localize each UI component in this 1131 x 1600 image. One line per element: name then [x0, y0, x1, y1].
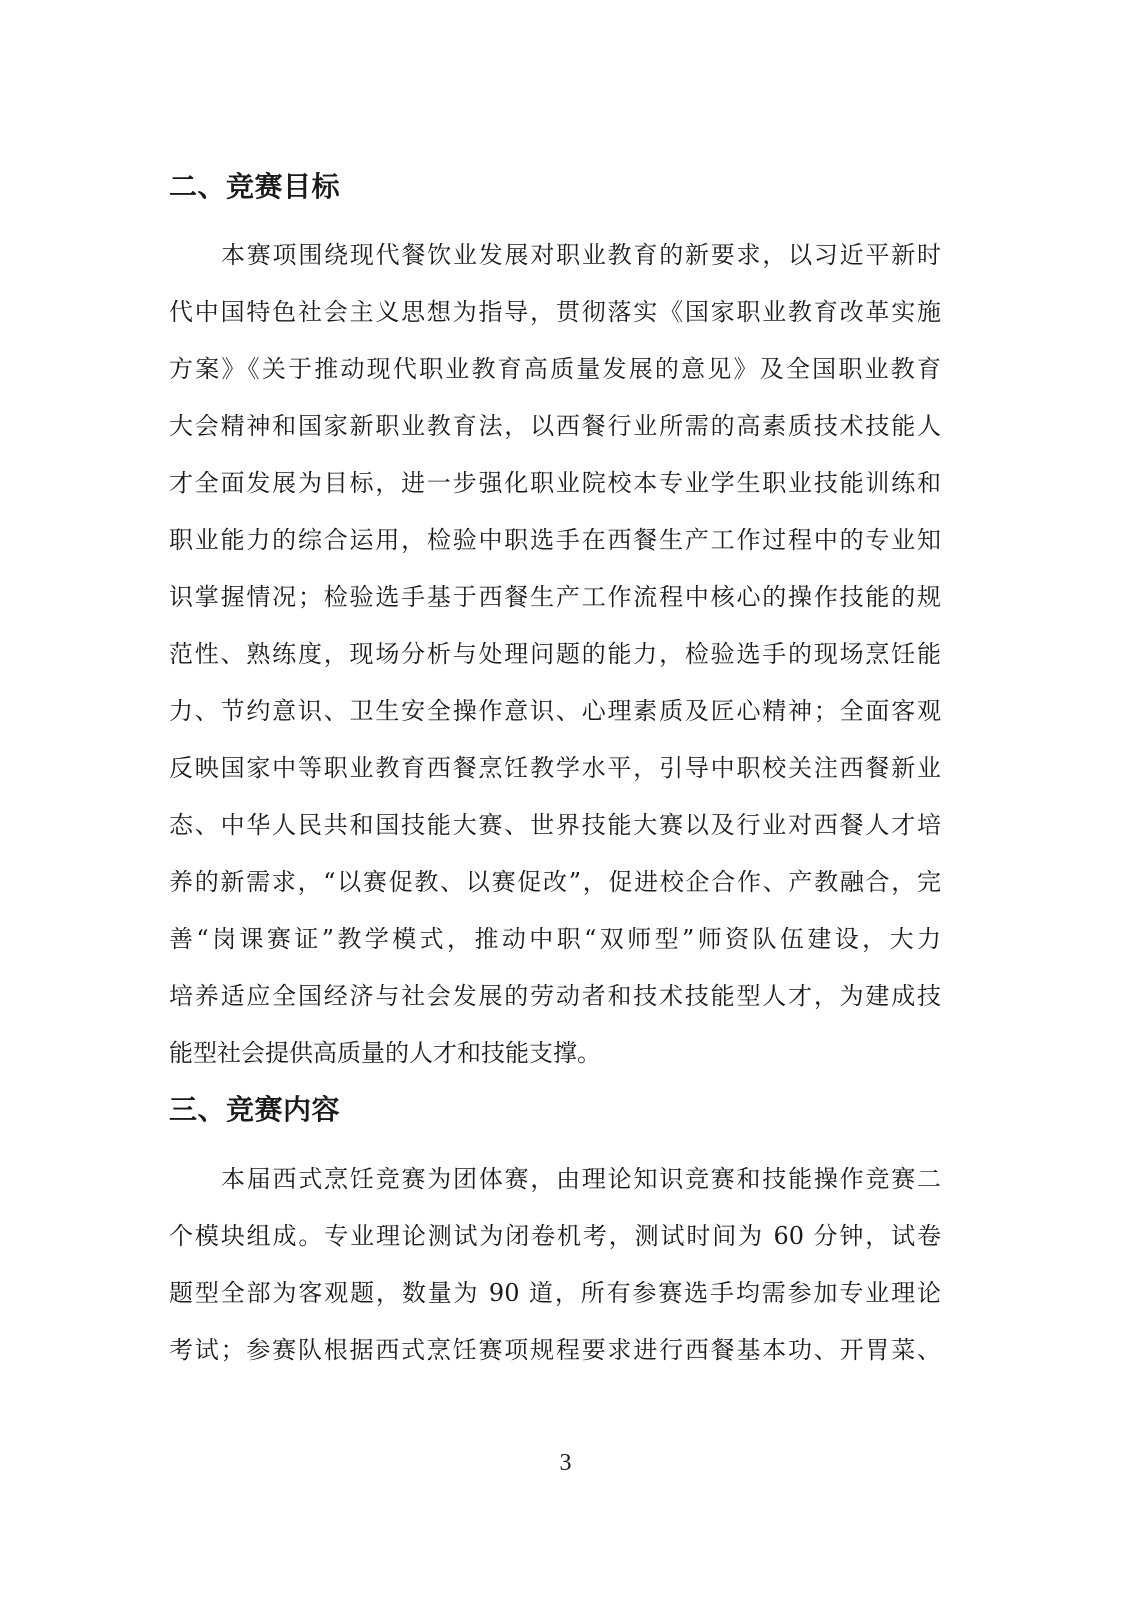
section-heading-content: 三、竞赛内容 [169, 1093, 341, 1126]
paragraph-line: 养的新需求，“以赛促教、以赛促改”，促进校企合作、产教融合，完 [169, 868, 941, 896]
paragraph-line: 能型社会提供高质量的人才和技能支撑。 [169, 1039, 601, 1067]
paragraph-line: 识掌握情况；检验选手基于西餐生产工作流程中核心的操作技能的规 [169, 583, 941, 611]
paragraph-line: 方案》《关于推动现代职业教育高质量发展的意见》及全国职业教育 [169, 355, 941, 383]
paragraph-line: 大会精神和国家新职业教育法，以西餐行业所需的高素质技术技能人 [169, 412, 941, 440]
section-heading-goals: 二、竞赛目标 [169, 170, 341, 203]
paragraph-line: 本届西式烹饪竞赛为团体赛，由理论知识竞赛和技能操作竞赛二 [221, 1165, 941, 1193]
paragraph-line: 代中国特色社会主义思想为指导，贯彻落实《国家职业教育改革实施 [169, 298, 941, 326]
paragraph-line: 职业能力的综合运用，检验中职选手在西餐生产工作过程中的专业知 [169, 526, 941, 554]
paragraph-line: 考试；参赛队根据西式烹饪赛项规程要求进行西餐基本功、开胃菜、 [169, 1336, 941, 1364]
paragraph-line: 个模块组成。专业理论测试为闭卷机考，测试时间为 60 分钟，试卷 [169, 1222, 941, 1250]
page-number: 3 [559, 1450, 572, 1476]
paragraph-line: 反映国家中等职业教育西餐烹饪教学水平，引导中职校关注西餐新业 [169, 754, 941, 782]
paragraph-line: 才全面发展为目标，进一步强化职业院校本专业学生职业技能训练和 [169, 469, 941, 497]
paragraph-line: 范性、熟练度，现场分析与处理问题的能力，检验选手的现场烹饪能 [169, 640, 941, 668]
paragraph-line: 态、中华人民共和国技能大赛、世界技能大赛以及行业对西餐人才培 [169, 811, 941, 839]
paragraph-line: 善“岗课赛证”教学模式，推动中职“双师型”师资队伍建设，大力 [169, 925, 941, 953]
paragraph-line: 本赛项围绕现代餐饮业发展对职业教育的新要求，以习近平新时 [221, 241, 941, 269]
paragraph-line: 题型全部为客观题，数量为 90 道，所有参赛选手均需参加专业理论 [169, 1279, 941, 1307]
paragraph-line: 培养适应全国经济与社会发展的劳动者和技术技能型人才，为建成技 [169, 982, 941, 1010]
paragraph-line: 力、节约意识、卫生安全操作意识、心理素质及匠心精神；全面客观 [169, 697, 941, 725]
